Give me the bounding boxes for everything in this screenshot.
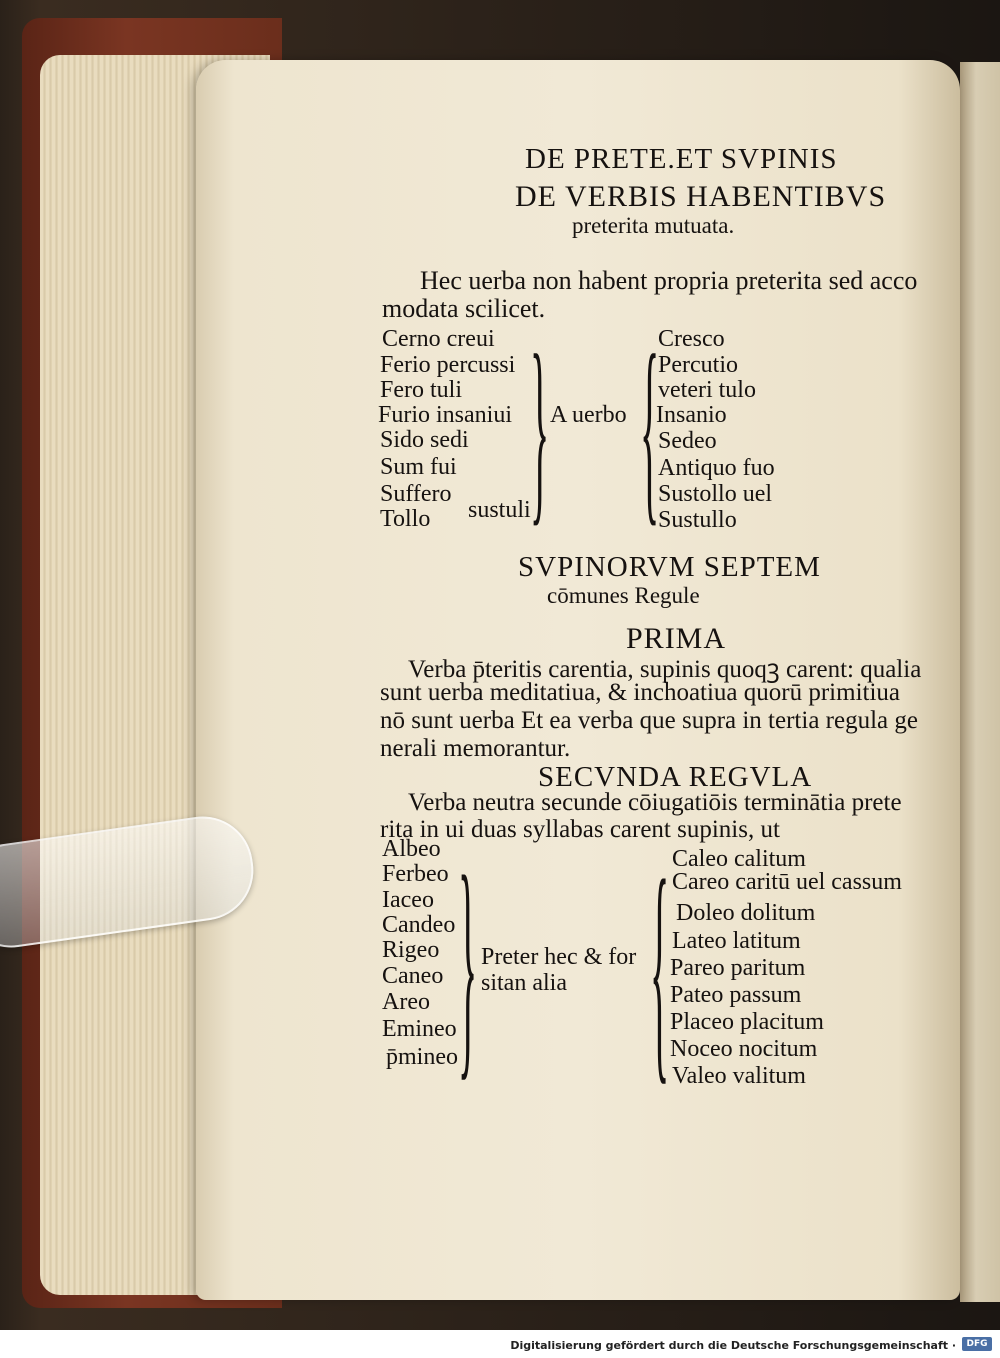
- table2-left-item: p̄mineo: [386, 1044, 458, 1070]
- table2-left-item: Caneo: [382, 963, 444, 989]
- table2-left-item: Areo: [382, 989, 430, 1015]
- table2-left-item: Rigeo: [382, 937, 440, 963]
- table2-right-item: Lateo latitum: [672, 928, 801, 954]
- table2-left-item: Iaceo: [382, 887, 434, 913]
- intro-line-2: modata scilicet.: [382, 294, 546, 323]
- table1-left-item: Sum fui: [380, 454, 457, 480]
- table1-left-item: Cerno creui: [382, 326, 495, 352]
- right-curly-brace: {: [650, 827, 670, 1107]
- table2-left-item: Ferbeo: [382, 861, 449, 887]
- table1-middle: A uerbo: [550, 402, 627, 428]
- table1-right-item: Antiquo fuo: [658, 455, 775, 481]
- running-title: DE PRETE.ET SVPINIS: [525, 143, 838, 175]
- table2-middle-line-2: sitan alia: [481, 970, 567, 996]
- table2-right-item: Noceo nocitum: [670, 1036, 818, 1062]
- table1-right-item: Percutio: [658, 352, 738, 378]
- section-subtitle: preterita mutuata.: [572, 213, 735, 238]
- left-curly-brace: }: [458, 823, 478, 1103]
- secunda-line: Verba neutra secunde cōiugatiōis terminātia prete: [408, 789, 902, 816]
- supinorum-subtitle: cōmunes Regule: [547, 583, 700, 608]
- table2-right-item: Valeo valitum: [672, 1063, 806, 1089]
- table1-shared-perfect: sustuli: [468, 497, 531, 523]
- right-curly-brace: {: [640, 310, 660, 545]
- footer-bar: [0, 1330, 1000, 1358]
- supinorum-title: SVPINORVM SEPTEM: [518, 551, 821, 583]
- dfg-logo: DFG: [962, 1337, 992, 1351]
- prima-line: sunt uerba meditatiua, & inchoatiua quorū primitiua: [380, 679, 901, 706]
- intro-line-1: Hec uerba non habent propria preterita sed acco: [420, 266, 918, 295]
- table2-middle-line-1: Preter hec & for: [481, 944, 637, 970]
- table2-right-item: Pateo passum: [670, 982, 802, 1008]
- section-title: DE VERBIS HABENTIBVS: [515, 180, 887, 213]
- table1-right-item: Sustollo uel: [658, 481, 773, 507]
- facing-page-edge: [960, 62, 1000, 1302]
- table2-left-item: Emineo: [382, 1016, 457, 1042]
- table1-right-item: Insanio: [656, 402, 727, 428]
- table2-right-item: Careo caritū uel cassum: [672, 869, 902, 895]
- table1-right-item: Sedeo: [658, 428, 717, 454]
- prima-line: nō sunt uerba Et ea verba que supra in tertia regula ge: [380, 707, 918, 734]
- table2-right-item: Doleo dolitum: [676, 900, 816, 926]
- table2-right-item: Pareo paritum: [670, 955, 806, 981]
- table2-left-item: Candeo: [382, 912, 456, 938]
- table1-left-item: Fero tuli: [380, 377, 462, 403]
- table1-left-item: Suffero: [380, 481, 452, 507]
- secunda-heading: SECVNDA REGVLA: [538, 761, 813, 793]
- table2-left-item: Albeo: [382, 836, 441, 862]
- secunda-line: rita in ui duas syllabas carent supinis, ut: [380, 816, 780, 843]
- prima-line: Verba p̄teritis carentia, supinis quoqꝫ carent: qualia: [408, 656, 922, 683]
- table2-right-item: Placeo placitum: [670, 1009, 824, 1035]
- table1-left-item: Sido sedi: [380, 427, 469, 453]
- table1-right-item: veteri tulo: [658, 377, 756, 403]
- funding-credit: Digitalisierung gefördert durch die Deutsche Forschungsgemeinschaft ·: [510, 1339, 956, 1352]
- table1-right-item: Sustullo: [658, 507, 737, 533]
- table1-left-item: Furio insaniui: [378, 402, 513, 428]
- table1-right-item: Cresco: [658, 326, 725, 352]
- table2-right-item: Caleo calitum: [672, 846, 806, 872]
- table1-left-item: Tollo: [380, 506, 431, 532]
- left-curly-brace: }: [530, 310, 550, 545]
- table1-left-item: Ferio percussi: [380, 352, 516, 378]
- prima-line: nerali memorantur.: [380, 735, 571, 762]
- prima-heading: PRIMA: [626, 622, 727, 655]
